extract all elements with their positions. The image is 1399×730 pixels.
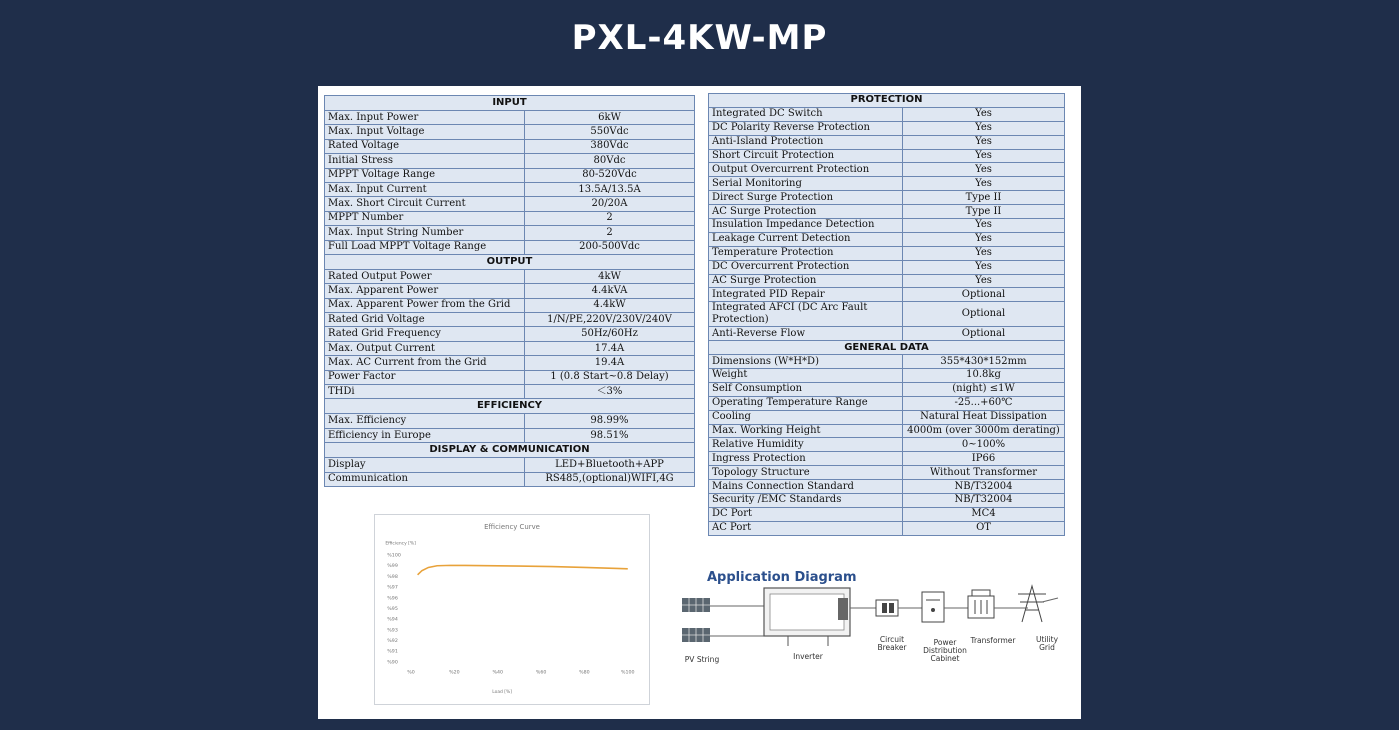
spec-value: 4000m (over 3000m derating) <box>903 424 1065 438</box>
spec-row <box>325 370 695 384</box>
y-tick-label: %100 <box>387 553 401 559</box>
spec-label: Output Overcurrent Protection <box>709 163 903 177</box>
spec-label: Leakage Current Detection <box>709 232 903 246</box>
spec-value: 0~100% <box>903 438 1065 452</box>
spec-value: 98.51% <box>525 428 695 442</box>
spec-row <box>709 260 1065 274</box>
spec-value: OT <box>903 521 1065 535</box>
spec-label: Direct Surge Protection <box>709 191 903 205</box>
utility-grid-icon <box>1018 586 1058 622</box>
spec-row <box>325 111 695 125</box>
spec-value: 4.4kVA <box>525 284 695 298</box>
spec-label: Max. Input Voltage <box>325 125 525 139</box>
spec-label: THDi <box>325 385 525 399</box>
diagram-label-inverter: Inverter <box>793 652 823 661</box>
spec-value: 6kW <box>525 111 695 125</box>
y-tick-label: %92 <box>387 639 398 645</box>
spec-value: 355*430*152mm <box>903 355 1065 369</box>
section-header-row <box>325 399 695 414</box>
spec-value: RS485,(optional)WIFI,4G <box>525 472 695 486</box>
page-title: PXL-4KW-MP <box>571 18 828 58</box>
spec-value: 98.99% <box>525 414 695 428</box>
section-header: INPUT <box>325 96 695 111</box>
spec-value: NB/T32004 <box>903 494 1065 508</box>
x-axis-label: Load [%] <box>492 690 512 696</box>
spec-row <box>709 507 1065 521</box>
spec-label: AC Surge Protection <box>709 205 903 219</box>
y-tick-label: %94 <box>387 617 398 623</box>
spec-value: 550Vdc <box>525 125 695 139</box>
spec-label: Max. Efficiency <box>325 414 525 428</box>
spec-row <box>325 298 695 312</box>
spec-label: Max. Apparent Power from the Grid <box>325 298 525 312</box>
spec-value: Yes <box>903 121 1065 135</box>
spec-value: 4.4kW <box>525 298 695 312</box>
spec-value: LED+Bluetooth+APP <box>525 458 695 472</box>
spec-row <box>325 472 695 486</box>
efficiency-series-line <box>418 565 628 574</box>
spec-row <box>325 211 695 225</box>
section-header-row <box>709 341 1065 355</box>
spec-label: Efficiency in Europe <box>325 428 525 442</box>
spec-label: Rated Output Power <box>325 269 525 283</box>
spec-value: IP66 <box>903 452 1065 466</box>
y-tick-label: %93 <box>387 628 398 634</box>
inverter-icon <box>764 588 850 646</box>
spec-label: AC Surge Protection <box>709 274 903 288</box>
spec-row <box>709 369 1065 383</box>
spec-label: Serial Monitoring <box>709 177 903 191</box>
spec-value: Yes <box>903 149 1065 163</box>
spec-value: Yes <box>903 219 1065 233</box>
spec-value: Type II <box>903 205 1065 219</box>
y-tick-label: %98 <box>387 574 398 580</box>
distribution-cabinet-icon <box>922 592 944 622</box>
spec-table-left <box>324 95 695 487</box>
spec-row <box>709 424 1065 438</box>
spec-label: MPPT Voltage Range <box>325 168 525 182</box>
spec-value: NB/T32004 <box>903 480 1065 494</box>
spec-label: Integrated DC Switch <box>709 107 903 121</box>
spec-label: Full Load MPPT Voltage Range <box>325 240 525 254</box>
spec-row <box>325 458 695 472</box>
application-diagram <box>678 564 1078 684</box>
spec-label: Max. Working Height <box>709 424 903 438</box>
spec-label: DC Port <box>709 507 903 521</box>
spec-value: Type II <box>903 191 1065 205</box>
transformer-icon <box>968 590 994 618</box>
spec-value: 19.4A <box>525 356 695 370</box>
efficiency-chart <box>374 514 650 705</box>
spec-label: Max. AC Current from the Grid <box>325 356 525 370</box>
spec-label: Initial Stress <box>325 154 525 168</box>
x-tick-label: %80 <box>579 670 590 676</box>
spec-value: -25...+60℃ <box>903 396 1065 410</box>
spec-value: Yes <box>903 177 1065 191</box>
spec-value: Natural Heat Dissipation <box>903 410 1065 424</box>
spec-value: Yes <box>903 232 1065 246</box>
diagram-label-circuit-breaker: Circuit Breaker <box>877 635 907 652</box>
spec-row <box>709 452 1065 466</box>
spec-row <box>709 410 1065 424</box>
y-axis-label: Efficiency [%] <box>385 541 416 547</box>
spec-value: 80Vdc <box>525 154 695 168</box>
y-tick-label: %99 <box>387 564 398 570</box>
spec-value: ＜3% <box>525 385 695 399</box>
spec-row <box>709 191 1065 205</box>
spec-label: Operating Temperature Range <box>709 396 903 410</box>
spec-value: 13.5A/13.5A <box>525 182 695 196</box>
spec-label: Integrated PID Repair <box>709 288 903 302</box>
spec-value: 10.8kg <box>903 369 1065 383</box>
spec-label: Max. Input Current <box>325 182 525 196</box>
spec-label: Relative Humidity <box>709 438 903 452</box>
spec-row <box>709 466 1065 480</box>
section-header: OUTPUT <box>325 254 695 269</box>
y-tick-label: %96 <box>387 596 398 602</box>
spec-label: DC Overcurrent Protection <box>709 260 903 274</box>
diagram-label-pv-string: PV String <box>684 655 720 664</box>
spec-value: 2 <box>525 226 695 240</box>
spec-value: 4kW <box>525 269 695 283</box>
spec-row <box>709 274 1065 288</box>
spec-value: (night) ≤1W <box>903 382 1065 396</box>
spec-row <box>709 219 1065 233</box>
spec-row <box>325 414 695 428</box>
spec-value: 380Vdc <box>525 139 695 153</box>
spec-label: Max. Short Circuit Current <box>325 197 525 211</box>
diagram-label-distribution-cabinet: Power Distribution Cabinet <box>923 638 967 663</box>
spec-label: Max. Input String Number <box>325 226 525 240</box>
spec-value: 1/N/PE,220V/230V/240V <box>525 313 695 327</box>
spec-row <box>709 302 1065 327</box>
spec-value: 200-500Vdc <box>525 240 695 254</box>
spec-row <box>709 355 1065 369</box>
spec-value: Optional <box>903 327 1065 341</box>
spec-row <box>709 494 1065 508</box>
spec-row <box>709 288 1065 302</box>
spec-value: 20/20A <box>525 197 695 211</box>
diagram-title: Application Diagram <box>707 570 857 585</box>
spec-label: Short Circuit Protection <box>709 149 903 163</box>
spec-row <box>709 521 1065 535</box>
diagram-label-transformer: Transformer <box>970 636 1016 645</box>
spec-label: Mains Connection Standard <box>709 480 903 494</box>
spec-label: Anti-Reverse Flow <box>709 327 903 341</box>
x-tick-label: %20 <box>449 670 460 676</box>
y-tick-label: %97 <box>387 585 398 591</box>
spec-label: Rated Voltage <box>325 139 525 153</box>
spec-label: Weight <box>709 369 903 383</box>
spec-row <box>709 163 1065 177</box>
spec-label: Cooling <box>709 410 903 424</box>
spec-label: Dimensions (W*H*D) <box>709 355 903 369</box>
spec-row <box>325 313 695 327</box>
circuit-breaker-icon <box>876 600 898 616</box>
spec-row <box>709 107 1065 121</box>
section-header: DISPLAY & COMMUNICATION <box>325 443 695 458</box>
spec-value: 50Hz/60Hz <box>525 327 695 341</box>
spec-label: Ingress Protection <box>709 452 903 466</box>
spec-value: 1 (0.8 Start~0.8 Delay) <box>525 370 695 384</box>
spec-label: Max. Apparent Power <box>325 284 525 298</box>
spec-label: Max. Input Power <box>325 111 525 125</box>
spec-label: Topology Structure <box>709 466 903 480</box>
section-header: GENERAL DATA <box>709 341 1065 355</box>
spec-label: DC Polarity Reverse Protection <box>709 121 903 135</box>
spec-row <box>709 205 1065 219</box>
spec-row <box>325 269 695 283</box>
section-header: PROTECTION <box>709 94 1065 108</box>
spec-row <box>709 232 1065 246</box>
section-header-row <box>325 254 695 269</box>
spec-label: Integrated AFCI (DC Arc Fault Protection) <box>709 302 903 327</box>
section-header-row <box>325 96 695 111</box>
spec-row <box>709 246 1065 260</box>
spec-label: Rated Grid Frequency <box>325 327 525 341</box>
y-tick-label: %90 <box>387 660 398 666</box>
spec-row <box>709 396 1065 410</box>
spec-row <box>325 125 695 139</box>
spec-value: Optional <box>903 288 1065 302</box>
spec-label: Display <box>325 458 525 472</box>
spec-label: Rated Grid Voltage <box>325 313 525 327</box>
spec-row <box>709 121 1065 135</box>
spec-label: Insulation Impedance Detection <box>709 219 903 233</box>
spec-row <box>325 182 695 196</box>
spec-value: Yes <box>903 107 1065 121</box>
spec-label: Security /EMC Standards <box>709 494 903 508</box>
x-tick-label: %60 <box>535 670 547 676</box>
spec-value: Without Transformer <box>903 466 1065 480</box>
spec-value: Optional <box>903 302 1065 327</box>
spec-row <box>709 177 1065 191</box>
spec-row <box>325 327 695 341</box>
diagram-label-utility-grid: Utility Grid <box>1035 635 1059 652</box>
spec-row <box>325 341 695 355</box>
spec-label: Anti-Island Protection <box>709 135 903 149</box>
spec-row <box>709 438 1065 452</box>
y-tick-label: %91 <box>387 649 398 655</box>
section-header-row <box>709 94 1065 108</box>
spec-row <box>325 139 695 153</box>
spec-value: 2 <box>525 211 695 225</box>
spec-value: Yes <box>903 135 1065 149</box>
spec-row <box>325 428 695 442</box>
spec-value: Yes <box>903 260 1065 274</box>
spec-row <box>325 240 695 254</box>
spec-row <box>709 327 1065 341</box>
x-tick-label: %40 <box>492 670 504 676</box>
spec-table-right <box>708 93 1065 536</box>
spec-value: MC4 <box>903 507 1065 521</box>
spec-label: MPPT Number <box>325 211 525 225</box>
spec-row <box>709 135 1065 149</box>
spec-label: Temperature Protection <box>709 246 903 260</box>
spec-value: 17.4A <box>525 341 695 355</box>
efficiency-chart-svg <box>375 515 649 704</box>
spec-label: Max. Output Current <box>325 341 525 355</box>
spec-row <box>325 154 695 168</box>
chart-title: Efficiency Curve <box>484 522 540 531</box>
spec-row <box>325 284 695 298</box>
spec-row <box>709 480 1065 494</box>
spec-label: Communication <box>325 472 525 486</box>
spec-row <box>325 356 695 370</box>
spec-row <box>325 168 695 182</box>
spec-row <box>325 226 695 240</box>
x-tick-label: %0 <box>407 670 415 676</box>
spec-row <box>709 382 1065 396</box>
spec-value: Yes <box>903 163 1065 177</box>
spec-row <box>325 197 695 211</box>
spec-sheet <box>318 86 1081 719</box>
spec-label: AC Port <box>709 521 903 535</box>
spec-row <box>709 149 1065 163</box>
x-tick-label: %100 <box>621 670 635 676</box>
spec-value: Yes <box>903 274 1065 288</box>
spec-row <box>325 385 695 399</box>
y-tick-label: %95 <box>387 606 398 612</box>
pv-panel-icon <box>682 598 710 642</box>
spec-label: Self Consumption <box>709 382 903 396</box>
spec-value: 80-520Vdc <box>525 168 695 182</box>
spec-value: Yes <box>903 246 1065 260</box>
spec-label: Power Factor <box>325 370 525 384</box>
section-header-row <box>325 443 695 458</box>
section-header: EFFICIENCY <box>325 399 695 414</box>
